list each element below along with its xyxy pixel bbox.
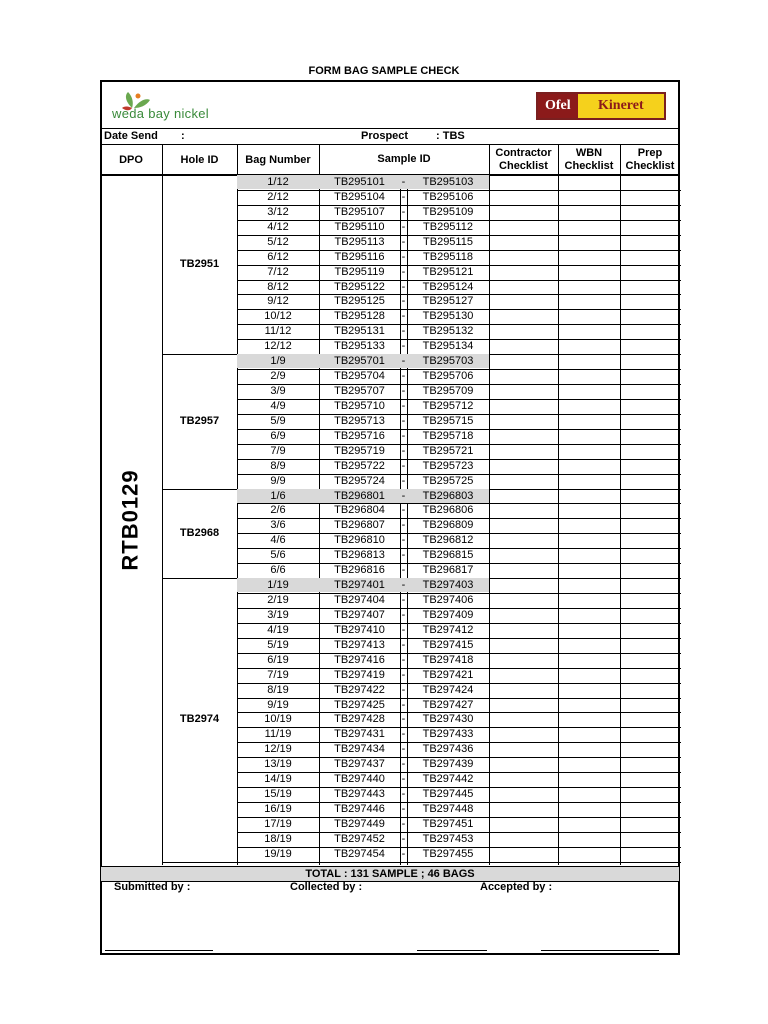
bag-number-cell: 3/12 <box>267 205 289 218</box>
sample-id-end-cell: TB297455 <box>422 847 474 860</box>
collected-signature-line <box>417 950 487 951</box>
sample-id-dash: - <box>401 773 406 786</box>
sample-id-dash: - <box>401 713 406 726</box>
sample-id-dash: - <box>401 847 406 860</box>
sample-id-start-cell: TB297440 <box>334 773 385 786</box>
bag-number-cell: 10/12 <box>264 310 292 323</box>
sample-id-start-cell: TB297431 <box>334 728 385 741</box>
header-wbn-checklist: WBN Checklist <box>564 147 614 172</box>
sample-id-start-cell: TB295133 <box>334 340 385 353</box>
bag-number-cell: 13/19 <box>264 758 292 771</box>
sample-id-end-cell: TB296817 <box>422 564 474 577</box>
header-contractor-checklist: Contractor Checklist <box>495 147 552 172</box>
sample-id-start-cell: TB297454 <box>334 847 385 860</box>
sample-id-start-cell: TB297434 <box>334 743 385 756</box>
sample-id-start-cell: TB296813 <box>334 549 385 562</box>
prospect-value: : TBS <box>436 130 465 142</box>
submitted-by-label: Submitted by : <box>114 881 191 893</box>
bag-number-cell: 2/6 <box>270 504 286 517</box>
bag-number-cell: 9/19 <box>267 698 289 711</box>
sample-id-start-cell: TB295716 <box>334 429 385 442</box>
sample-id-dash: - <box>401 250 406 263</box>
weda-bay-nickel-logo <box>112 86 252 126</box>
sample-id-end-cell: TB297418 <box>422 653 474 666</box>
sample-id-start-cell: TB297413 <box>334 638 385 651</box>
hole-id-cell: TB2951 <box>179 258 220 271</box>
sample-id-dash: - <box>401 743 406 756</box>
sample-id-dash: - <box>401 668 406 681</box>
sample-id-start-cell: TB297407 <box>334 608 385 621</box>
sample-id-end-cell: TB295112 <box>423 220 473 233</box>
sample-id-end-cell: TB297445 <box>422 788 474 801</box>
sample-id-start-cell: TB295707 <box>334 385 385 398</box>
sample-id-end-cell: TB297409 <box>422 608 474 621</box>
bag-number-cell: 19/19 <box>264 847 292 860</box>
sample-id-dash: - <box>401 190 406 203</box>
sample-id-dash: - <box>401 265 406 278</box>
sample-id-dash: - <box>401 832 406 845</box>
bag-number-cell: 16/19 <box>264 803 292 816</box>
sample-id-end-cell: TB296806 <box>422 504 474 517</box>
sample-id-start-cell: TB297422 <box>334 683 385 696</box>
sample-id-end-cell: TB295118 <box>423 250 473 263</box>
sample-id-end-cell: TB295115 <box>423 235 473 248</box>
sample-id-end-cell: TB295124 <box>422 280 474 293</box>
accepted-by-label: Accepted by : <box>480 881 553 893</box>
date-send-colon: : <box>181 130 185 142</box>
sample-id-dash: - <box>401 653 406 666</box>
sample-id-end-cell: TB297453 <box>422 832 474 845</box>
bag-number-cell: 15/19 <box>264 788 292 801</box>
sample-id-dash: - <box>401 325 406 338</box>
sample-id-end-cell: TB297412 <box>422 623 474 636</box>
bag-number-cell: 7/9 <box>270 444 286 457</box>
bag-number-cell: 10/19 <box>264 713 292 726</box>
bag-number-cell: 1/6 <box>270 489 286 502</box>
bag-number-cell: 8/9 <box>270 459 286 472</box>
sample-id-end-cell: TB297448 <box>422 803 474 816</box>
sample-id-start-cell: TB295131 <box>334 325 385 338</box>
sample-id-start-cell: TB297410 <box>334 623 385 636</box>
header-hole-id: Hole ID <box>180 153 219 166</box>
sample-id-end-cell: TB295723 <box>422 459 474 472</box>
bag-number-cell: 12/12 <box>264 340 292 353</box>
dpo-value-cell <box>100 175 162 865</box>
sample-id-start-cell: TB295104 <box>334 190 385 203</box>
sample-id-dash: - <box>401 817 406 830</box>
ofel-kineret-logo <box>536 92 666 120</box>
bag-number-cell: 5/19 <box>267 638 289 651</box>
sample-id-end-cell: TB295725 <box>422 474 474 487</box>
prospect-label: Prospect <box>361 130 409 142</box>
sample-id-start-cell: TB296801 <box>334 489 385 502</box>
sample-id-end-cell: TB297427 <box>422 698 474 711</box>
total-summary: TOTAL : 131 SAMPLE ; 46 BAGS <box>101 866 679 882</box>
sample-id-start-cell: TB297437 <box>334 758 385 771</box>
bag-number-cell: 8/12 <box>267 280 289 293</box>
sample-id-end-cell: TB297421 <box>422 668 474 681</box>
sample-id-start-cell: TB295125 <box>334 295 385 308</box>
sample-id-end-cell: TB296815 <box>422 549 474 562</box>
bag-number-cell: 4/12 <box>267 220 289 233</box>
bag-number-cell: 4/9 <box>270 399 286 412</box>
sample-id-start-cell: TB295107 <box>334 205 385 218</box>
sample-id-dash: - <box>401 564 406 577</box>
bag-number-cell: 4/6 <box>270 534 286 547</box>
sample-id-dash: - <box>401 728 406 741</box>
sample-id-end-cell: TB297436 <box>422 743 474 756</box>
sample-id-dash: - <box>401 295 406 308</box>
bag-number-cell: 17/19 <box>264 817 292 830</box>
sample-id-end-cell: TB295721 <box>422 444 474 457</box>
sample-id-dash: - <box>401 683 406 696</box>
sample-id-start-cell: TB295116 <box>334 250 385 263</box>
bag-number-cell: 12/19 <box>264 743 292 756</box>
sample-id-end-cell: TB295132 <box>422 325 474 338</box>
sample-id-end-cell: TB297439 <box>422 758 474 771</box>
sample-id-end-cell: TB295715 <box>422 414 474 427</box>
sample-id-start-cell: TB295110 <box>334 220 385 233</box>
sample-id-dash: - <box>401 803 406 816</box>
bag-number-cell: 3/9 <box>270 385 286 398</box>
bag-number-cell: 5/12 <box>267 235 289 248</box>
dpo-value: RTB0129 <box>118 469 143 571</box>
sample-id-dash: - <box>401 444 406 457</box>
sample-id-dash: - <box>401 534 406 547</box>
bag-number-cell: 4/19 <box>267 623 289 636</box>
sample-id-start-cell: TB295724 <box>334 474 385 487</box>
bag-number-cell: 7/12 <box>267 265 289 278</box>
sample-id-dash: - <box>401 220 406 233</box>
sample-id-start-cell: TB297446 <box>334 803 385 816</box>
sample-id-start-cell: TB295119 <box>334 265 385 278</box>
sample-id-end-cell: TB295718 <box>422 429 474 442</box>
sample-id-end-cell: TB295106 <box>422 190 474 203</box>
ofel-logo-part: Ofel <box>538 94 578 118</box>
bag-number-cell: 1/19 <box>267 579 289 592</box>
sample-id-dash: - <box>401 698 406 711</box>
sample-id-end-cell: TB297415 <box>422 638 474 651</box>
bag-number-cell: 6/9 <box>270 429 286 442</box>
bag-number-cell: 1/9 <box>270 355 286 368</box>
sample-id-end-cell: TB296803 <box>422 489 474 502</box>
kineret-logo-part: Kineret <box>578 94 664 118</box>
sample-id-dash: - <box>401 758 406 771</box>
sample-id-dash: - <box>401 385 406 398</box>
sample-id-start-cell: TB297419 <box>334 668 385 681</box>
bag-number-cell: 18/19 <box>264 832 292 845</box>
sample-id-start-cell: TB295704 <box>334 370 385 383</box>
sample-id-dash: - <box>401 579 406 592</box>
sample-id-dash: - <box>401 414 406 427</box>
sample-id-end-cell: TB297433 <box>422 728 474 741</box>
header-prep-checklist: Prep Checklist <box>625 147 675 172</box>
sample-id-start-cell: TB297401 <box>334 579 385 592</box>
sample-id-end-cell: TB295712 <box>422 399 474 412</box>
sample-id-start-cell: TB297449 <box>334 817 385 830</box>
bag-number-cell: 2/19 <box>267 594 289 607</box>
sample-id-start-cell: TB297404 <box>334 594 385 607</box>
header-dpo: DPO <box>119 153 143 166</box>
hole-id-cell: TB2968 <box>179 526 220 539</box>
sample-id-end-cell: TB295103 <box>422 176 474 188</box>
sample-id-dash: - <box>401 504 406 517</box>
sample-id-dash: - <box>401 280 406 293</box>
sample-id-start-cell: TB295122 <box>334 280 385 293</box>
sample-id-dash: - <box>401 623 406 636</box>
sample-id-dash: - <box>401 474 406 487</box>
bag-number-cell: 3/6 <box>270 519 286 532</box>
bag-number-cell: 2/12 <box>267 190 289 203</box>
bag-number-cell: 7/19 <box>267 668 289 681</box>
bag-number-cell: 11/19 <box>264 728 292 741</box>
sample-id-start-cell: TB296810 <box>334 534 385 547</box>
bag-number-cell: 6/19 <box>267 653 289 666</box>
sample-id-end-cell: TB297406 <box>422 594 474 607</box>
sample-id-end-cell: TB295134 <box>422 340 474 353</box>
bag-number-cell: 14/19 <box>264 773 292 786</box>
sample-id-start-cell: TB295701 <box>334 355 385 368</box>
sample-id-start-cell: TB295128 <box>334 310 385 323</box>
sample-id-start-cell: TB295713 <box>334 414 385 427</box>
date-send-label: Date Send <box>104 130 158 142</box>
sample-id-dash: - <box>401 489 406 502</box>
hole-group-divider <box>162 862 681 863</box>
sample-id-dash: - <box>401 340 406 353</box>
sample-id-dash: - <box>401 459 406 472</box>
sample-id-start-cell: TB295719 <box>334 444 385 457</box>
header-bag-number: Bag Number <box>245 153 311 166</box>
accepted-signature-line <box>541 950 659 951</box>
sample-id-dash: - <box>401 594 406 607</box>
sample-id-start-cell: TB295101 <box>334 176 385 188</box>
hole-id-cell: TB2974 <box>179 713 220 726</box>
bag-number-cell: 5/9 <box>270 414 286 427</box>
form-title: FORM BAG SAMPLE CHECK <box>308 65 460 77</box>
sample-id-end-cell: TB295109 <box>422 205 474 218</box>
sample-id-end-cell: TB296812 <box>422 534 474 547</box>
sample-id-start-cell: TB295722 <box>334 459 385 472</box>
sample-id-dash: - <box>401 176 406 188</box>
sample-id-start-cell: TB297443 <box>334 788 385 801</box>
sample-id-end-cell: TB297451 <box>422 817 474 830</box>
bag-number-cell: 9/9 <box>270 474 286 487</box>
bag-number-cell: 2/9 <box>270 370 286 383</box>
sample-id-dash: - <box>401 355 406 368</box>
sample-id-start-cell: TB297425 <box>334 698 385 711</box>
weda-bay-logo-text: weda bay nickel <box>112 106 209 121</box>
sample-id-start-cell: TB295113 <box>334 235 385 248</box>
bag-number-cell: 11/12 <box>264 325 292 338</box>
sample-id-end-cell: TB296809 <box>422 519 474 532</box>
bag-number-cell: 6/6 <box>270 564 286 577</box>
sample-id-end-cell: TB295127 <box>422 295 474 308</box>
hole-id-cell: TB2957 <box>179 414 220 427</box>
sample-id-dash: - <box>401 429 406 442</box>
sample-id-dash: - <box>401 310 406 323</box>
sample-id-end-cell: TB297403 <box>422 579 474 592</box>
sample-id-end-cell: TB295706 <box>422 370 474 383</box>
sample-id-dash: - <box>401 608 406 621</box>
sample-id-start-cell: TB297428 <box>334 713 385 726</box>
header-sample-id: Sample ID <box>377 152 431 165</box>
sample-id-end-cell: TB295709 <box>422 385 474 398</box>
sample-id-end-cell: TB297430 <box>422 713 474 726</box>
sample-id-start-cell: TB296804 <box>334 504 385 517</box>
sample-id-dash: - <box>401 549 406 562</box>
bag-number-cell: 8/19 <box>267 683 289 696</box>
sample-id-dash: - <box>401 788 406 801</box>
bag-number-cell: 1/12 <box>267 176 289 188</box>
sample-id-end-cell: TB297424 <box>422 683 474 696</box>
sample-id-dash: - <box>401 399 406 412</box>
sample-id-dash: - <box>401 638 406 651</box>
sample-id-dash: - <box>401 519 406 532</box>
bag-number-cell: 5/6 <box>270 549 286 562</box>
submitted-signature-line <box>105 950 213 951</box>
bag-number-cell: 3/19 <box>267 608 289 621</box>
bag-number-cell: 6/12 <box>267 250 289 263</box>
sample-id-dash: - <box>401 235 406 248</box>
sample-id-start-cell: TB297416 <box>334 653 385 666</box>
sample-id-end-cell: TB295703 <box>422 355 474 368</box>
sample-id-start-cell: TB297452 <box>334 832 385 845</box>
bag-number-cell: 9/12 <box>267 295 289 308</box>
sample-id-start-cell: TB296816 <box>334 564 385 577</box>
sample-id-dash: - <box>401 370 406 383</box>
sample-id-end-cell: TB297442 <box>422 773 474 786</box>
sample-id-start-cell: TB295710 <box>334 399 385 412</box>
sample-id-end-cell: TB295130 <box>422 310 474 323</box>
sample-id-end-cell: TB295121 <box>422 265 474 278</box>
sample-id-start-cell: TB296807 <box>334 519 385 532</box>
collected-by-label: Collected by : <box>290 881 363 893</box>
sample-id-dash: - <box>401 205 406 218</box>
